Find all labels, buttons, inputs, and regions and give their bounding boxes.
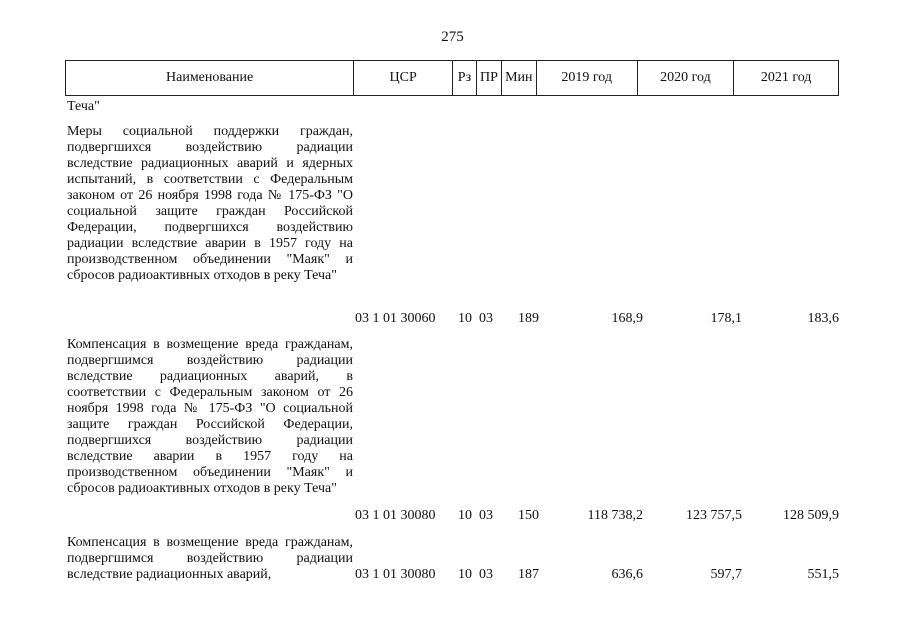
row-2-rz: 10 xyxy=(458,508,472,523)
row-3-2019: 636,6 xyxy=(611,567,643,582)
header-name: Наименование xyxy=(66,61,354,95)
row-0-name: Теча" xyxy=(67,99,100,114)
row-3-csr: 03 1 01 30080 xyxy=(355,567,436,582)
row-3-pr: 03 xyxy=(479,567,493,582)
table-header xyxy=(65,60,839,96)
header-2020: 2020 год xyxy=(638,61,735,95)
page-number: 275 xyxy=(441,29,464,45)
header-2019: 2019 год xyxy=(537,61,638,95)
header-pr: ПР xyxy=(477,61,502,95)
row-3-2021: 551,5 xyxy=(807,567,839,582)
row-2-csr: 03 1 01 30080 xyxy=(355,508,436,523)
row-3-name: Компенсация в возмещение вреда гражданам, подвергшимся воздействию радиации вследствие радиационных аварий, xyxy=(67,535,353,582)
row-1-name: Меры социальной поддержки граждан, подвергшихся воздействию радиации вследствие радиационных аварий и ядерных испытаний, в соответствии с Федеральным законом от 26 ноября 1998 года № 175-ФЗ "О социальной защите граждан Российской Федерации, подвергшихся воздействию радиации вследствие аварии в 1957 году на производственном объединении "Маяк" и сбросов радиоактивных отходов в реку Теча" xyxy=(67,124,353,283)
header-rz: Рз xyxy=(453,61,477,95)
row-1-2020: 178,1 xyxy=(710,311,742,326)
header-2021: 2021 год xyxy=(760,70,812,85)
row-2-min: 150 xyxy=(518,508,539,523)
row-3-min: 187 xyxy=(518,567,539,582)
row-2-pr: 03 xyxy=(479,508,493,523)
row-1-2021: 183,6 xyxy=(807,311,839,326)
row-3-rz: 10 xyxy=(458,567,472,582)
row-1-csr: 03 1 01 30060 xyxy=(355,311,436,326)
row-3-2020: 597,7 xyxy=(710,567,742,582)
row-2-2019: 118 738,2 xyxy=(587,508,643,523)
row-1-rz: 10 xyxy=(458,311,472,326)
row-1-min: 189 xyxy=(518,311,539,326)
row-2-2020: 123 757,5 xyxy=(686,508,742,523)
header-min: Мин xyxy=(502,61,537,95)
header-csr: ЦСР xyxy=(354,61,453,95)
row-2-2021: 128 509,9 xyxy=(783,508,839,523)
row-1-2019: 168,9 xyxy=(611,311,643,326)
row-2-name: Компенсация в возмещение вреда гражданам, подвергшимся воздействию радиации вследствие радиационных аварий, в соответствии с Федеральным законом от 26 ноября 1998 года № 175-ФЗ "О социальной защите граждан Российской Федерации, подвергшихся воздействию радиации вследствие аварии в 1957 году на производственном объединении "Маяк" и сбросов радиоактивных отходов в реку Теча" xyxy=(67,337,353,496)
row-1-pr: 03 xyxy=(479,311,493,326)
